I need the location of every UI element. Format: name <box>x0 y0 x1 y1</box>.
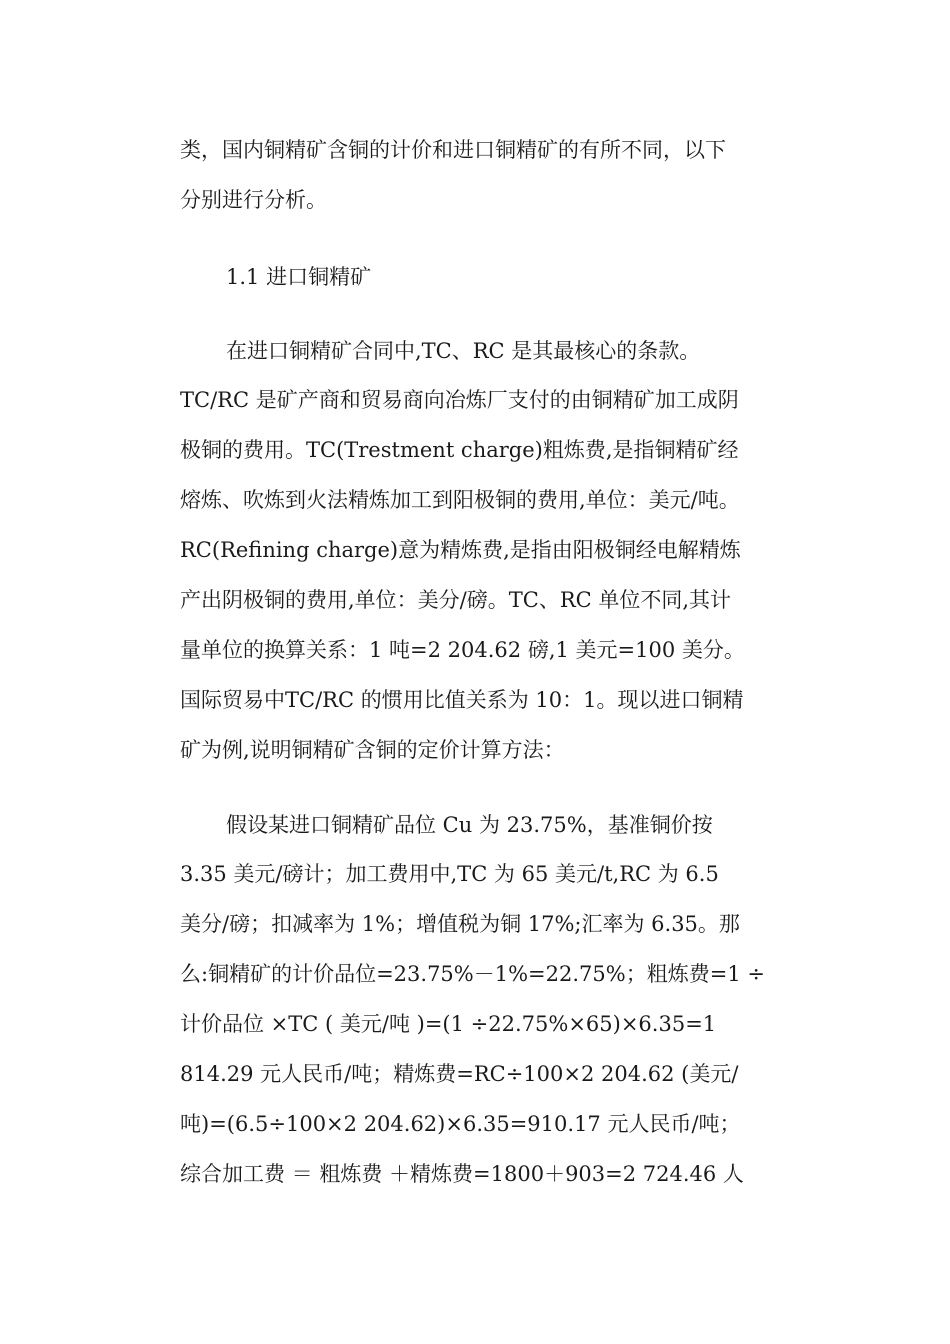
paragraph-line: 量单位的换算关系：1 吨=2 204.62 磅,1 美元=100 美分。 <box>180 638 745 662</box>
paragraph-line: 类，国内铜精矿含铜的计价和进口铜精矿的有所不同，以下 <box>180 138 726 162</box>
paragraph-line: 在进口铜精矿合同中,TC、RC 是其最核心的条款。 <box>226 339 701 363</box>
paragraph-line: 产出阴极铜的费用,单位：美分/磅。TC、RC 单位不同,其计 <box>180 588 732 612</box>
paragraph-line: 国际贸易中TC/RC 的惯用比值关系为 10：1。现以进口铜精 <box>180 688 744 712</box>
paragraph-line: 吨)=(6.5÷100×2 204.62)×6.35=910.17 元人民币/吨； <box>180 1112 741 1136</box>
paragraph-line: 综合加工费 ＝ 粗炼费 ＋精炼费=1800＋903=2 724.46 人 <box>180 1162 744 1186</box>
section-heading: 1.1 进口铜精矿 <box>226 265 372 289</box>
paragraph-line: 美分/磅；扣减率为 1%；增值税为铜 17%;汇率为 6.35。那 <box>180 912 740 936</box>
paragraph-line: TC/RC 是矿产商和贸易商向冶炼厂支付的由铜精矿加工成阴 <box>180 388 739 412</box>
paragraph-line: 计价品位 ×TC ( 美元/吨 )=(1 ÷22.75%×65)×6.35=1 <box>180 1012 717 1036</box>
paragraph-line: 3.35 美元/磅计；加工费用中,TC 为 65 美元/t,RC 为 6.5 <box>180 862 719 886</box>
paragraph-line: 么:铜精矿的计价品位=23.75%－1%=22.75%；粗炼费=1 ÷ <box>180 962 765 986</box>
paragraph-line: 814.29 元人民币/吨；精炼费=RC÷100×2 204.62 (美元/ <box>180 1062 739 1086</box>
paragraph-line: 极铜的费用。TC(Trestment charge)粗炼费,是指铜精矿经 <box>180 438 739 462</box>
paragraph-line: 假设某进口铜精矿品位 Cu 为 23.75%，基准铜价按 <box>226 813 713 837</box>
paragraph-line: 熔炼、吹炼到火法精炼加工到阳极铜的费用,单位：美元/吨。 <box>180 488 740 512</box>
paragraph-line: 分别进行分析。 <box>180 188 327 212</box>
paragraph-line: 矿为例,说明铜精矿含铜的定价计算方法： <box>180 738 565 762</box>
paragraph-line: RC(Refining charge)意为精炼费,是指由阳极铜经电解精炼 <box>180 538 741 562</box>
